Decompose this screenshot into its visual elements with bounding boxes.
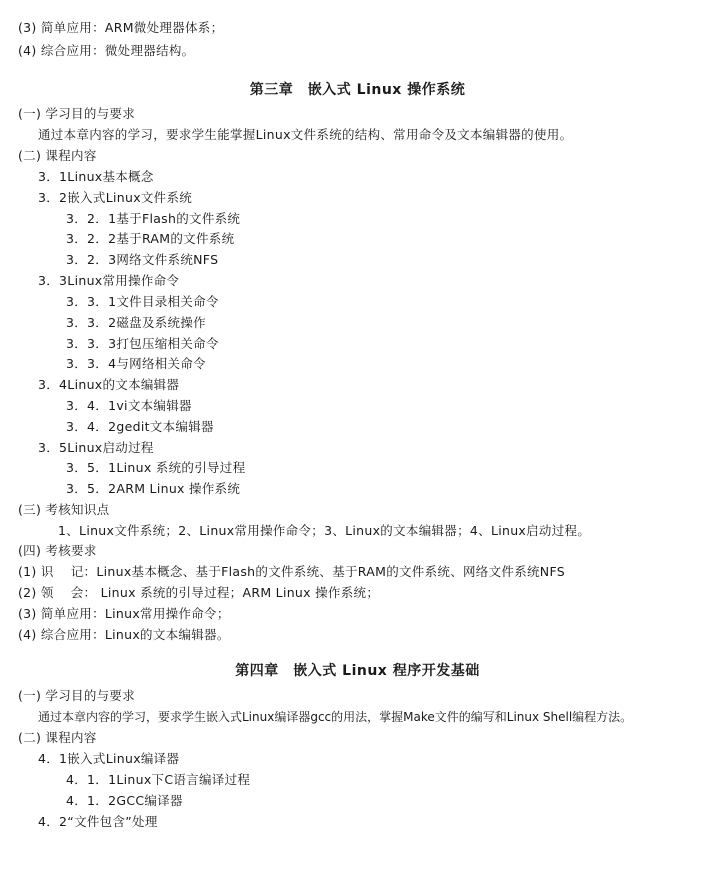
requirement-line: (3) 简单应用：Linux常用操作命令； (18, 606, 230, 621)
toc-subitem: 3．3．1文件目录相关命令 (66, 294, 219, 309)
requirement-line: (1) 识 记：Linux基本概念、基于Flash的文件系统、基于RAM的文件系统、网络文件系统NFS (18, 564, 565, 579)
toc-item: 3．1Linux基本概念 (38, 169, 154, 184)
toc-subitem: 3．5．1Linux 系统的引导过程 (66, 460, 246, 475)
toc-subitem: 3．2．2基于RAM的文件系统 (66, 231, 235, 246)
toc-subitem: 3．4．1vi文本编辑器 (66, 398, 192, 413)
requirement-line: (4) 综合应用：Linux的文本编辑器。 (18, 627, 230, 642)
toc-item: 3．3Linux常用操作命令 (38, 273, 180, 288)
toc-item: 4．2“文件包含”处理 (38, 814, 158, 829)
chapter-3-title: 第三章 嵌入式 Linux 操作系统 (249, 82, 466, 98)
section-heading: (二) 课程内容 (18, 148, 97, 163)
paragraph: 通过本章内容的学习，要求学生嵌入式Linux编译器gcc的用法，掌握Make文件的编写和Linux Shell编程方法。 (38, 710, 633, 724)
toc-subitem: 3．3．2磁盘及系统操作 (66, 315, 206, 330)
toc-subitem: 3．5．2ARM Linux 操作系统 (66, 481, 241, 496)
toc-item: 3．5Linux启动过程 (38, 440, 154, 455)
section-heading: (一) 学习目的与要求 (18, 106, 136, 121)
toc-item: 3．2嵌入式Linux文件系统 (38, 190, 193, 205)
toc-item: 4．1嵌入式Linux编译器 (38, 751, 180, 766)
toc-subitem: 3．3．3打包压缩相关命令 (66, 336, 219, 351)
toc-subitem: 4．1．1Linux下C语言编译过程 (66, 772, 251, 787)
section-heading: (二) 课程内容 (18, 730, 97, 745)
section-heading: (四) 考核要求 (18, 543, 97, 558)
toc-subitem: 3．3．4与网络相关命令 (66, 356, 206, 371)
toc-item: 3．4Linux的文本编辑器 (38, 377, 180, 392)
toc-subitem: 3．2．1基于Flash的文件系统 (66, 211, 241, 226)
section-heading: (三) 考核知识点 (18, 502, 110, 517)
section-heading: (一) 学习目的与要求 (18, 688, 136, 703)
chapter-4-title: 第四章 嵌入式 Linux 程序开发基础 (235, 663, 480, 679)
requirement-line: (2) 领 会： Linux 系统的引导过程；ARM Linux 操作系统； (18, 585, 380, 600)
text-line: (3) 简单应用：ARM微处理器体系； (18, 20, 224, 35)
toc-subitem: 3．2．3网络文件系统NFS (66, 252, 219, 267)
text-line: (4) 综合应用：微处理器结构。 (18, 43, 195, 58)
paragraph: 1、Linux文件系统；2、Linux常用操作命令；3、Linux的文本编辑器；4、Linux启动过程。 (58, 523, 591, 538)
toc-subitem: 3．4．2gedit文本编辑器 (66, 419, 214, 434)
paragraph: 通过本章内容的学习，要求学生能掌握Linux文件系统的结构、常用命令及文本编辑器的使用。 (38, 127, 573, 142)
toc-subitem: 4．1．2GCC编译器 (66, 793, 183, 808)
